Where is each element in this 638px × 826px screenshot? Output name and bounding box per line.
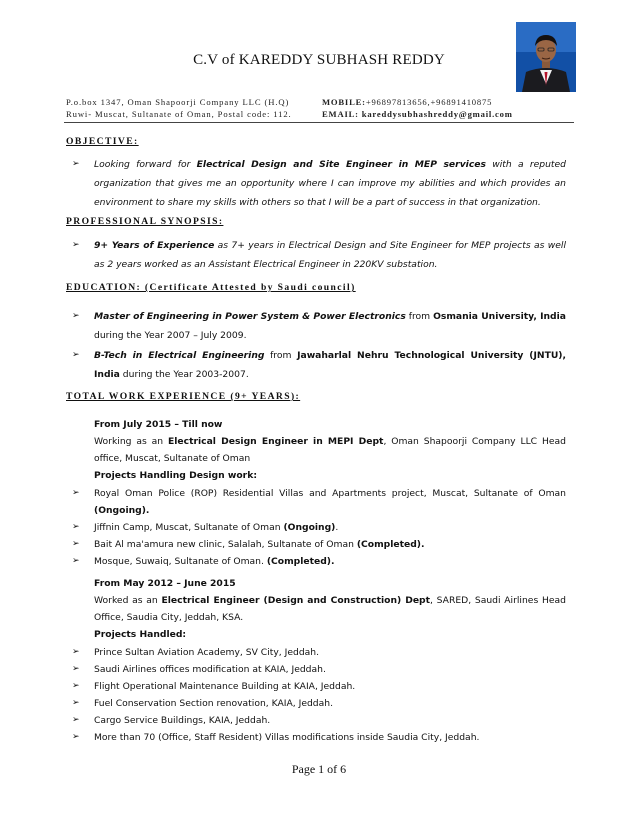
project-item: Flight Operational Maintenance Building at KAIA, Jeddah. [94,681,356,692]
arrowhead-bullet-icon: ➢ [72,522,80,532]
project-item: Prince Sultan Aviation Academy, SV City, Jeddah. [94,647,320,658]
project-item: More than 70 (Office, Staff Resident) Villas modifications inside Saudia City, Jeddah. [94,732,480,743]
projects-label: Projects Handling Design work: [94,470,257,481]
address-block [66,96,292,120]
arrowhead-bullet-icon: ➢ [72,311,80,321]
arrowhead-bullet-icon: ➢ [72,681,80,691]
project-item: Royal Oman Police (ROP) Residential Villas and Apartments project, Muscat, Sultanate of Oman (Ongoing). [94,488,566,516]
job-period: From May 2012 – June 2015 [94,578,236,589]
education-heading: EDUCATION: (Certificate Attested by Saudi council) [66,282,356,293]
profile-photo-image [516,22,576,92]
objective-text: Looking forward for Electrical Design and Site Engineer in MEP services with a reputed organization that gives me an opportunity where I can improve my abilities and which provides an environment to share my skills with others so that I will be a part of success in that organization. [94,159,567,208]
arrowhead-bullet-icon: ➢ [72,240,80,250]
page-number: Page 1 of 6 [291,762,347,776]
experience-heading: TOTAL WORK EXPERIENCE (9+ YEARS): [66,391,301,402]
email-label: EMAIL: [322,109,359,119]
arrowhead-bullet-icon: ➢ [72,556,80,566]
synopsis-heading: PROFESSIONAL SYNOPSIS: [66,216,224,227]
project-item: Jiffnin Camp, Muscat, Sultanate of Oman (Ongoing). [94,522,339,533]
arrowhead-bullet-icon: ➢ [72,715,80,725]
objective-heading: OBJECTIVE: [66,136,139,147]
project-item: Bait Al ma'amura new clinic, Salalah, Sultanate of Oman (Completed). [94,539,425,550]
project-item: Mosque, Suwaiq, Sultanate of Oman. (Completed). [94,556,335,567]
profile-photo [516,22,576,92]
contact-block [322,96,513,120]
address-line: Ruwi- Muscat, Sultanate of Oman, Postal code: 112. [66,109,292,119]
arrowhead-bullet-icon: ➢ [72,488,80,498]
projects-label: Projects Handled: [94,629,187,640]
education-item: B-Tech in Electrical Engineering from Jawaharlal Nehru Technological University (JNTU), India during the Year 2003-2007. [94,350,566,380]
arrowhead-bullet-icon: ➢ [72,698,80,708]
synopsis-text: 9+ Years of Experience as 7+ years in Electrical Design and Site Engineer for MEP projects as well as 2 years worked as an Assistant Electrical Engineer in 220KV substation. [94,240,566,270]
cv-title: C.V of KAREDDY SUBHASH REDDY [193,52,445,68]
arrowhead-bullet-icon: ➢ [72,664,80,674]
arrowhead-bullet-icon: ➢ [72,732,80,742]
education-item: Master of Engineering in Power System & Power Electronics from Osmania University, India during the Year 2007 – July 2009. [94,311,566,341]
arrowhead-bullet-icon: ➢ [72,539,80,549]
arrowhead-bullet-icon: ➢ [72,350,80,360]
job-period: From July 2015 – Till now [94,419,223,430]
address-line: P.o.box 1347, Oman Shapoorji Company LLC (H.Q) [66,97,290,107]
job-description: Worked as an Electrical Engineer (Design and Construction) Dept, SARED, Saudi Airlines Head Office, Saudia City, Jeddah, KSA. [94,595,566,623]
header-divider [64,122,574,123]
mobile-value: +96897813656,+96891410875 [365,97,493,107]
arrowhead-bullet-icon: ➢ [72,159,80,169]
arrowhead-bullet-icon: ➢ [72,647,80,657]
project-item: Fuel Conservation Section renovation, KAIA, Jeddah. [94,698,334,709]
email-link[interactable]: kareddysubhashreddy@gmail.com [361,109,513,119]
mobile-label: MOBILE: [322,97,366,107]
project-item: Cargo Service Buildings, KAIA, Jeddah. [94,715,271,726]
job-description: Working as an Electrical Design Engineer in MEPI Dept, Oman Shapoorji Company LLC Head office, Muscat, Sultanate of Oman [94,436,566,464]
project-item: Saudi Airlines offices modification at KAIA, Jeddah. [94,664,326,675]
